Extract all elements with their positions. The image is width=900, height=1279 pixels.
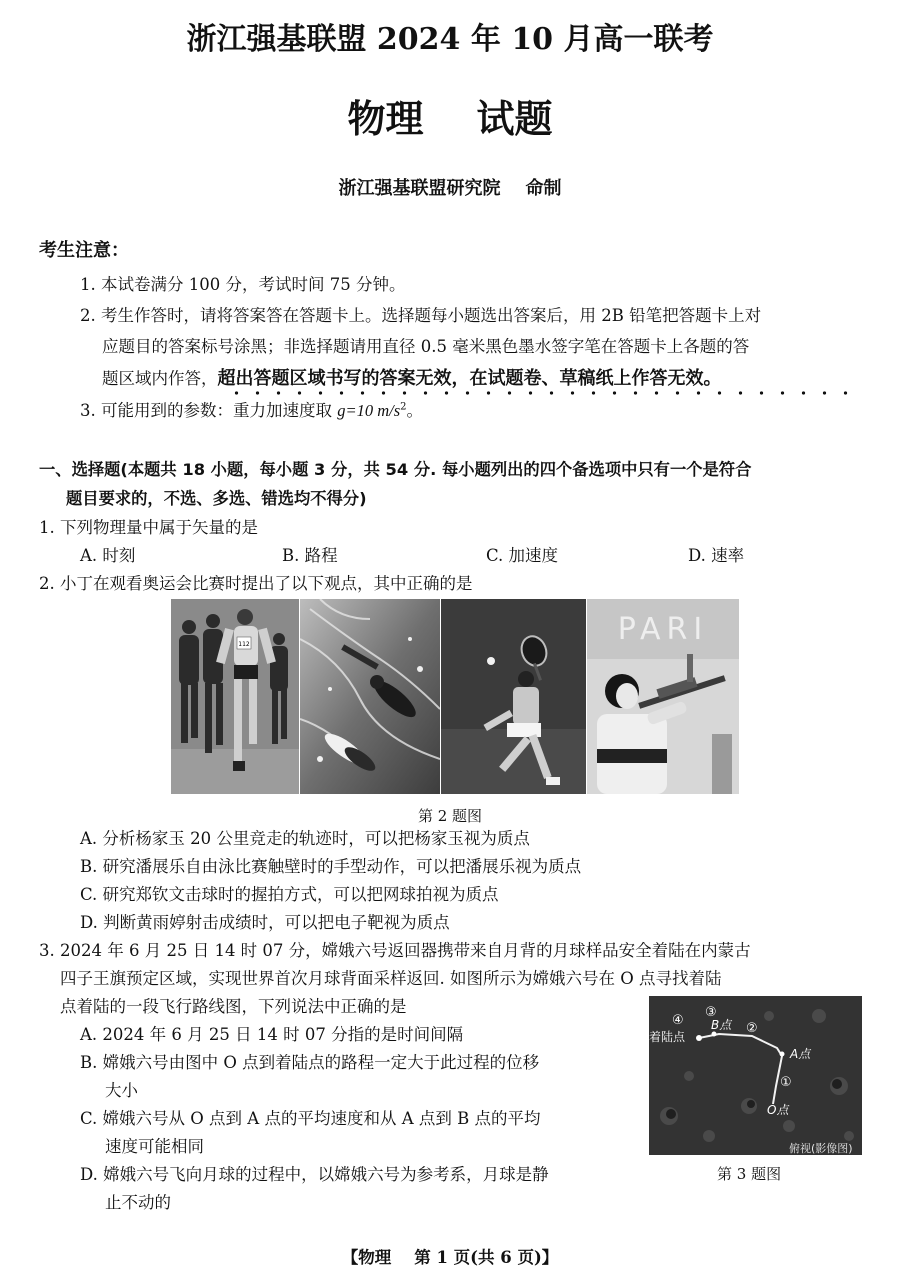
q3-option-c-line-2: 速度可能相同 xyxy=(105,1137,204,1156)
q2-option-c: C. 研究郑钦文击球时的握拍方式，可以把网球拍视为质点 xyxy=(80,885,499,904)
notice-item-2-line-1: 2. 考生作答时，请将答案答在答题卡上。选择题每小题选出答案后，用 2B 铅笔把答题卡上对 xyxy=(80,306,762,325)
tennis-scene xyxy=(441,599,586,794)
section-1-heading-line-1: 一、选择题(本题共 18 小题，每小题 3 分，共 54 分. 每小题列出的四个备选项中只有一个是符合 xyxy=(39,460,752,479)
lunar-map xyxy=(649,996,862,1155)
q3-figure-caption: 第 3 题图 xyxy=(717,1165,782,1183)
photo-tennis xyxy=(441,599,586,794)
map-label-a: A点 xyxy=(790,1047,811,1061)
map-label-2: ② xyxy=(746,1021,758,1036)
notice-item-2-line-3-plain: 题区域内作答， xyxy=(102,369,218,388)
q1-stem: 1. 下列物理量中属于矢量的是 xyxy=(39,518,258,537)
exam-title: 浙江强基联盟 2024 年 10 月高一联考 xyxy=(186,22,714,57)
author-line: 浙江强基联盟研究院 命制 xyxy=(338,178,562,199)
notice-item-2-line-2: 应题目的答案标号涂黑；非选择题请用直径 0.5 毫米黑色墨水签字笔在答题卡上各题的答 xyxy=(102,337,750,356)
q2-option-b: B. 研究潘展乐自由泳比赛触壁时的手型动作，可以把潘展乐视为质点 xyxy=(80,857,582,876)
map-label-3: ③ xyxy=(705,1005,717,1020)
gravity-exponent: 2 xyxy=(400,401,407,413)
notice-emphasis-text: 超出答题区域书写的答案无效，在试题卷、草稿纸上作答无效。 xyxy=(217,368,722,389)
race-walk-figures xyxy=(171,599,299,794)
banner-text: PARI xyxy=(617,612,709,647)
q2-stem: 2. 小丁在观看奥运会比赛时提出了以下观点，其中正确的是 xyxy=(39,574,473,593)
notice-item-3 xyxy=(80,397,423,421)
gravity-formula: g=10 m/s xyxy=(337,401,401,420)
q2-option-d: D. 判断黄雨婷射击成绩时，可以把电子靶视为质点 xyxy=(80,913,450,932)
map-label-landing: 着陆点 xyxy=(649,1030,686,1044)
notice-item-2-line-3 xyxy=(102,364,722,390)
q3-option-d-line-1: D. 嫦娥六号飞向月球的过程中，以嫦娥六号为参考系，月球是静 xyxy=(80,1165,549,1184)
q1-option-c: C. 加速度 xyxy=(486,546,559,565)
photo-race-walk xyxy=(171,599,299,794)
emphasis-dots xyxy=(226,391,848,395)
q1-option-d: D. 速率 xyxy=(688,546,745,565)
lunar-map-figure xyxy=(649,996,862,1155)
map-label-view: 俯视(影像图) xyxy=(789,1142,853,1155)
runner-bib: 112 xyxy=(238,641,250,648)
q3-stem-line-1: 3. 2024 年 6 月 25 日 14 时 07 分，嫦娥六号返回器携带来自月背的月球样品安全着陆在内蒙古 xyxy=(39,941,751,960)
notice-heading: 考生注意： xyxy=(39,240,129,261)
map-label-b: B点 xyxy=(711,1018,732,1032)
q3-option-b-line-2: 大小 xyxy=(105,1081,138,1100)
q1-option-b: B. 路程 xyxy=(282,546,338,565)
q2-option-a: A. 分析杨家玉 20 公里竞走的轨迹时，可以把杨家玉视为质点 xyxy=(80,829,530,848)
q3-stem-line-3: 点着陆的一段飞行路线图，下列说法中正确的是 xyxy=(60,997,407,1016)
map-label-o: O点 xyxy=(767,1103,789,1117)
map-label-1: ① xyxy=(780,1075,792,1090)
q3-option-a: A. 2024 年 6 月 25 日 14 时 07 分指的是时间间隔 xyxy=(80,1025,464,1044)
notice-item-1: 1. 本试卷满分 100 分，考试时间 75 分钟。 xyxy=(80,275,406,294)
q3-option-c-line-1: C. 嫦娥六号从 O 点到 A 点的平均速度和从 A 点到 B 点的平均 xyxy=(80,1109,541,1128)
section-1-heading-line-2: 题目要求的，不选、多选、错选均不得分) xyxy=(66,489,367,508)
q3-option-d-line-2: 止不动的 xyxy=(105,1193,171,1212)
swimming-scene xyxy=(300,599,440,794)
subject-title: 物理 试题 xyxy=(347,96,553,141)
q3-option-b-line-1: B. 嫦娥六号由图中 O 点到着陆点的路程一定大于此过程的位移 xyxy=(80,1053,540,1072)
notice-item-3-suffix: 。 xyxy=(406,401,424,420)
map-label-4: ④ xyxy=(672,1013,684,1028)
q3-stem-line-2: 四子王旗预定区域，实现世界首次月球背面采样返回. 如图所示为嫦娥六号在 O 点寻找着陆 xyxy=(60,969,722,988)
shooting-scene xyxy=(587,599,739,794)
photo-swimming xyxy=(300,599,440,794)
page-footer: 【物理 第 1 页(共 6 页)】 xyxy=(341,1248,559,1267)
photo-shooting xyxy=(587,599,739,794)
q2-figure-caption: 第 2 题图 xyxy=(417,807,483,825)
q1-option-a: A. 时刻 xyxy=(80,546,136,565)
notice-item-3-prefix: 3. 可能用到的参数：重力加速度取 xyxy=(80,401,338,420)
